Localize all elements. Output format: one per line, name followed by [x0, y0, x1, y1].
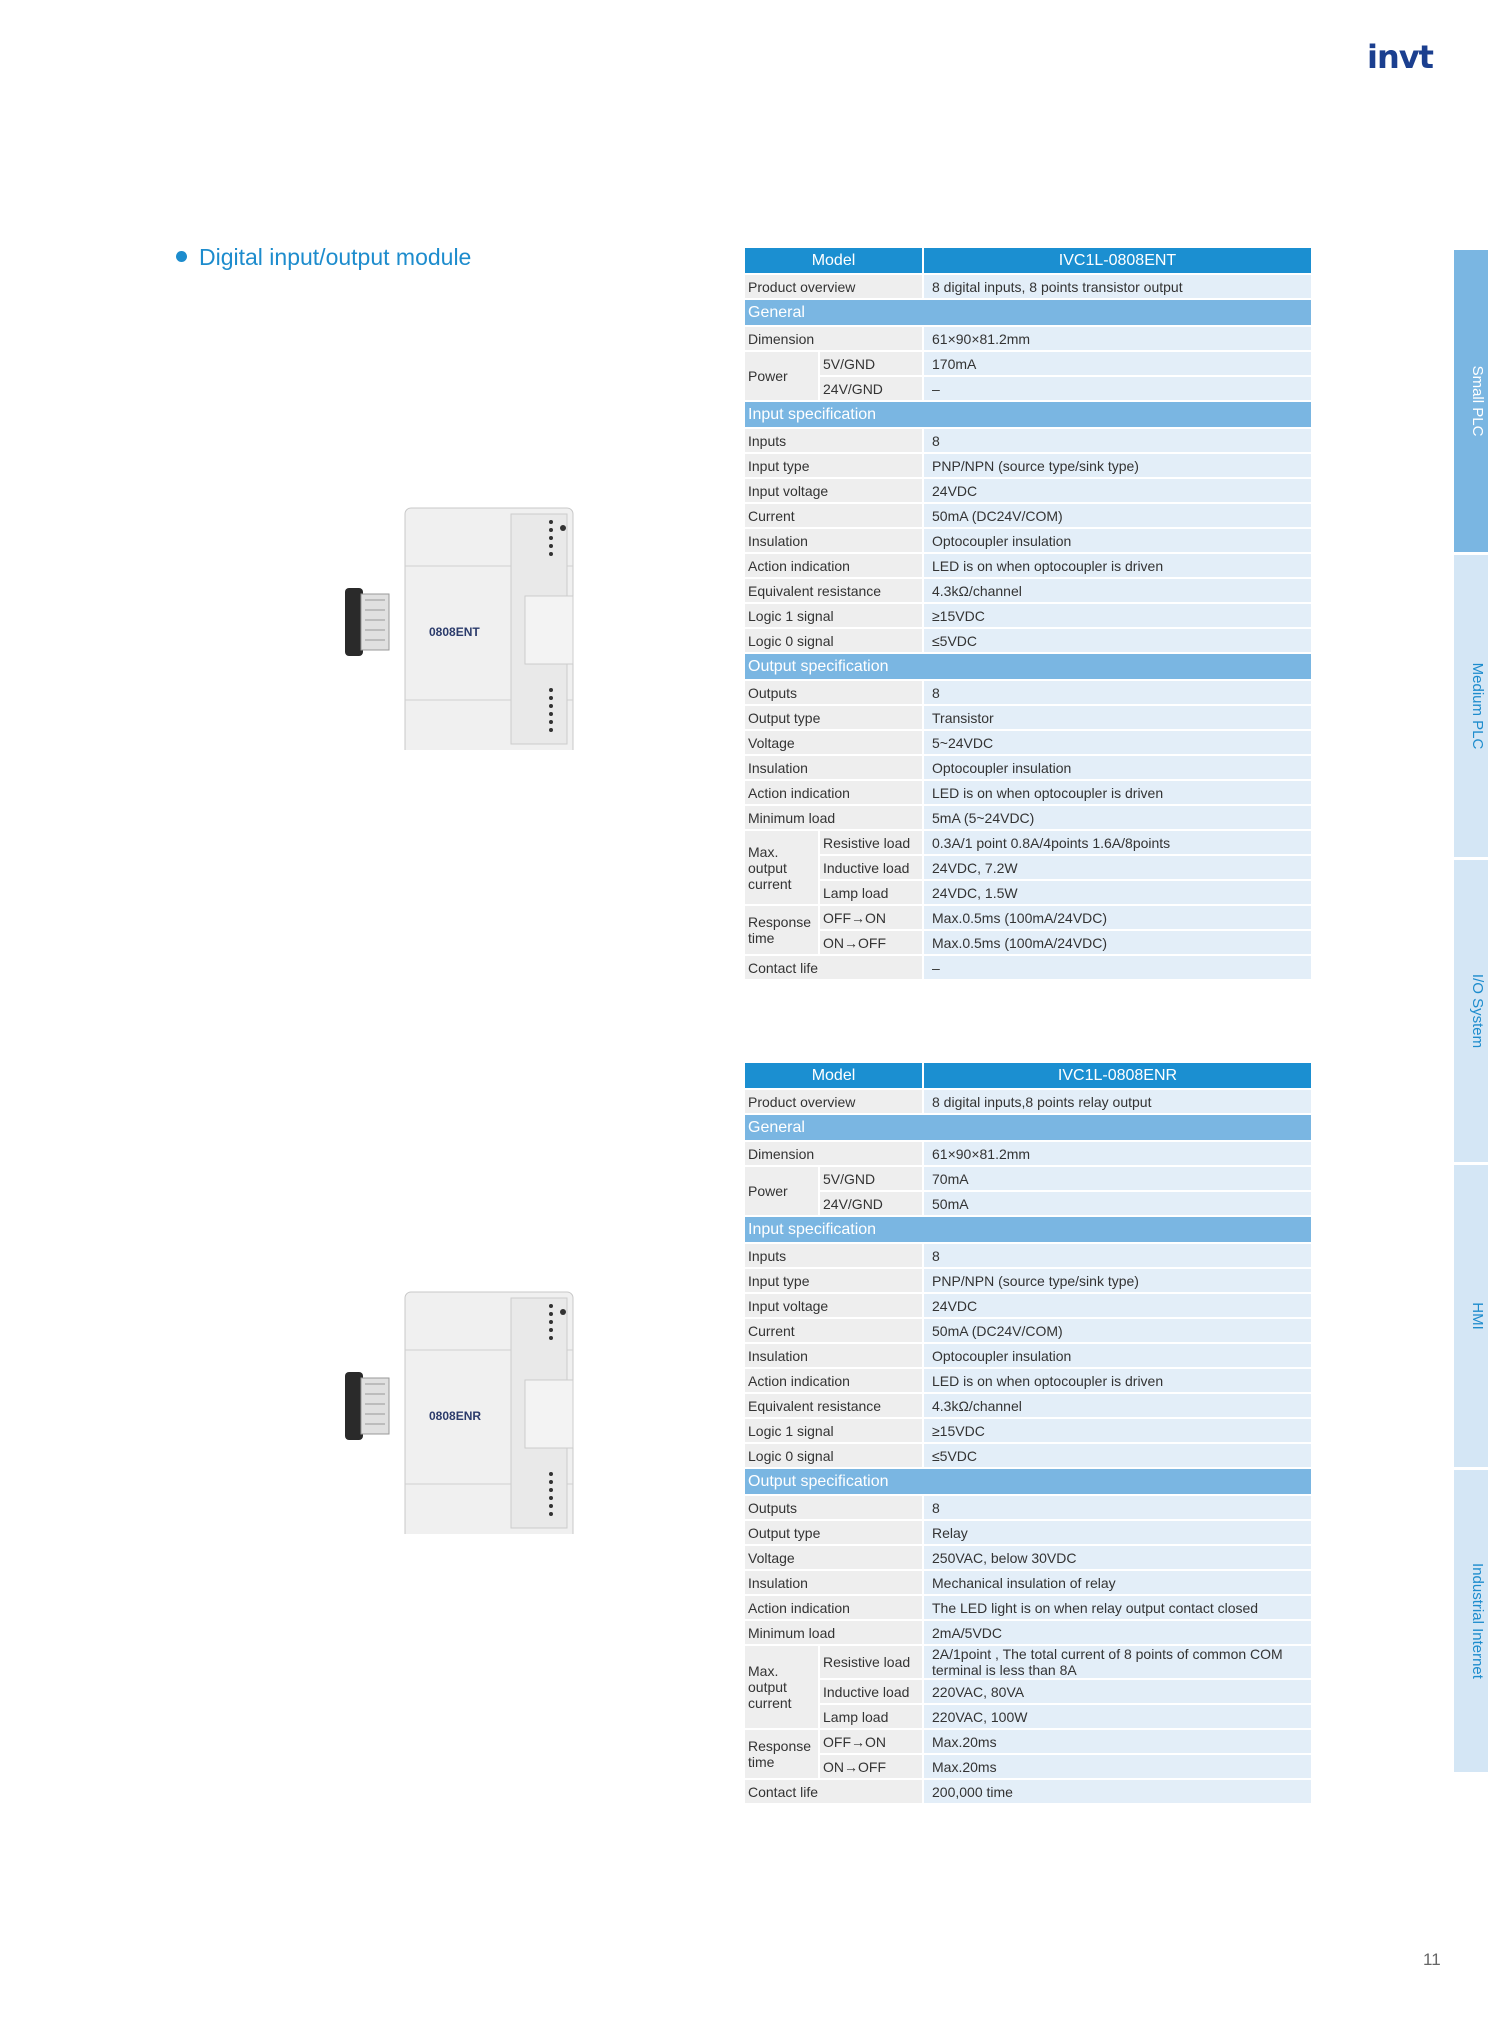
table-row: Current 50mA (DC24V/COM): [745, 1319, 1311, 1342]
section-row: Output specification: [745, 1469, 1311, 1494]
section-row: Input specification: [745, 402, 1311, 427]
table-row: Inductive load 24VDC, 7.2W: [745, 856, 1311, 879]
table-row: Response time OFF→ON Max.20ms: [745, 1730, 1311, 1753]
table-row: Dimension 61×90×81.2mm: [745, 1142, 1311, 1165]
model-name: IVC1L-0808ENR: [922, 1063, 1311, 1088]
table-header-row: Model IVC1L-0808ENT: [745, 248, 1311, 273]
table-row: Outputs 8: [745, 1496, 1311, 1519]
table-row: Logic 1 signal ≥15VDC: [745, 1419, 1311, 1442]
table-row: Voltage 5~24VDC: [745, 731, 1311, 754]
table-row: Equivalent resistance 4.3kΩ/channel: [745, 579, 1311, 602]
device-image-0808enr: [345, 1284, 575, 1534]
table-row: Max. output current Resistive load 2A/1point , The total current of 8 points of common COM terminal is less than 8A: [745, 1646, 1311, 1678]
table-row: Output type Relay: [745, 1521, 1311, 1544]
table-row: Action indication LED is on when optocoupler is driven: [745, 554, 1311, 577]
spec-table-0808enr: [745, 1061, 1311, 1805]
table-row: Input type PNP/NPN (source type/sink type): [745, 454, 1311, 477]
table-row: Contact life –: [745, 956, 1311, 979]
table-row: Insulation Optocoupler insulation: [745, 756, 1311, 779]
table-row: Lamp load 220VAC, 100W: [745, 1705, 1311, 1728]
table-row: Dimension 61×90×81.2mm: [745, 327, 1311, 350]
side-tab-small-plc[interactable]: Small PLC: [1454, 250, 1488, 552]
table-row: Outputs 8: [745, 681, 1311, 704]
section-row: Input specification: [745, 1217, 1311, 1242]
table-row: Contact life 200,000 time: [745, 1780, 1311, 1803]
table-row: Output type Transistor: [745, 706, 1311, 729]
table-row: Inputs 8: [745, 429, 1311, 452]
table-row: Input type PNP/NPN (source type/sink type): [745, 1269, 1311, 1292]
table-row: Max. output current Resistive load 0.3A/1 point 0.8A/4points 1.6A/8points: [745, 831, 1311, 854]
table-row: Equivalent resistance 4.3kΩ/channel: [745, 1394, 1311, 1417]
table-row: 24V/GND –: [745, 377, 1311, 400]
table-row: Response time OFF→ON Max.0.5ms (100mA/24VDC): [745, 906, 1311, 929]
spec-table-0808ent: [745, 246, 1311, 981]
table-row: Minimum load 2mA/5VDC: [745, 1621, 1311, 1644]
table-row: Action indication LED is on when optocoupler is driven: [745, 1369, 1311, 1392]
device-label: 0808ENR: [429, 1409, 482, 1423]
side-tab-industrial-internet[interactable]: Industrial Internet: [1454, 1470, 1488, 1772]
side-tab-hmi[interactable]: HMI: [1454, 1165, 1488, 1467]
section-row: General: [745, 1115, 1311, 1140]
table-row: Logic 0 signal ≤5VDC: [745, 1444, 1311, 1467]
table-row: Logic 1 signal ≥15VDC: [745, 604, 1311, 627]
table-row: Power 5V/GND 170mA: [745, 352, 1311, 375]
table-row: Insulation Mechanical insulation of relay: [745, 1571, 1311, 1594]
table-row: Logic 0 signal ≤5VDC: [745, 629, 1311, 652]
side-tab-io-system[interactable]: I/O System: [1454, 860, 1488, 1162]
table-row: Action indication The LED light is on when relay output contact closed: [745, 1596, 1311, 1619]
device-label: 0808ENT: [429, 625, 480, 639]
device-image-0808ent: [345, 500, 575, 750]
table-row: 24V/GND 50mA: [745, 1192, 1311, 1215]
table-row: Power 5V/GND 70mA: [745, 1167, 1311, 1190]
section-title: Digital input/output module: [176, 244, 471, 271]
table-row: Voltage 250VAC, below 30VDC: [745, 1546, 1311, 1569]
page-number: 11: [1423, 1950, 1441, 1969]
table-row: ON→OFF Max.20ms: [745, 1755, 1311, 1778]
table-header-row: Model IVC1L-0808ENR: [745, 1063, 1311, 1088]
table-row: Insulation Optocoupler insulation: [745, 1344, 1311, 1367]
table-row: Insulation Optocoupler insulation: [745, 529, 1311, 552]
table-row: Input voltage 24VDC: [745, 1294, 1311, 1317]
section-row: General: [745, 300, 1311, 325]
model-name: IVC1L-0808ENT: [922, 248, 1311, 273]
table-row: Input voltage 24VDC: [745, 479, 1311, 502]
side-tab-medium-plc[interactable]: Medium PLC: [1454, 555, 1488, 857]
table-row: ON→OFF Max.0.5ms (100mA/24VDC): [745, 931, 1311, 954]
table-row: Inputs 8: [745, 1244, 1311, 1267]
table-row: Inductive load 220VAC, 80VA: [745, 1680, 1311, 1703]
table-row: Product overview 8 digital inputs, 8 points transistor output: [745, 275, 1311, 298]
table-row: Action indication LED is on when optocoupler is driven: [745, 781, 1311, 804]
table-row: Product overview 8 digital inputs,8 points relay output: [745, 1090, 1311, 1113]
table-row: Minimum load 5mA (5~24VDC): [745, 806, 1311, 829]
bullet-icon: [176, 251, 187, 262]
section-row: Output specification: [745, 654, 1311, 679]
table-row: Lamp load 24VDC, 1.5W: [745, 881, 1311, 904]
table-row: Current 50mA (DC24V/COM): [745, 504, 1311, 527]
brand-logo: invt: [1367, 38, 1433, 76]
